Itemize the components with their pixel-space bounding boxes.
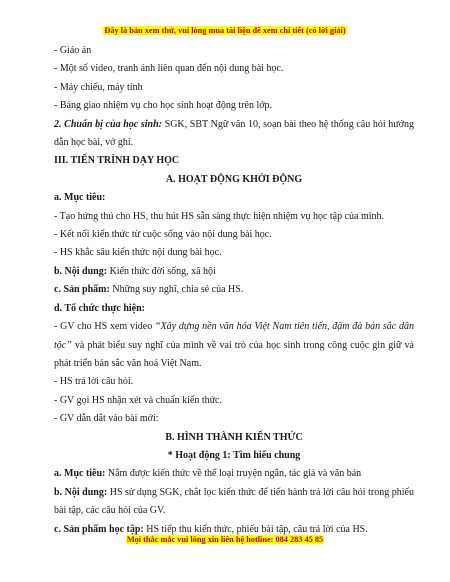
- part-a-org-rest: và phát biểu suy nghĩ của mình về vai trò của học sinh trong công cuộc gìn giữ và phát triển bản sắc văn hoá Việt Nam.: [54, 339, 414, 369]
- part-a-product-text: Những suy nghĩ, chia sẻ của HS.: [109, 284, 244, 296]
- part-b-goal: [54, 465, 414, 483]
- part-a-org-paragraph: [54, 318, 414, 373]
- part-b-content: [54, 484, 414, 521]
- part-a-content-label: b. Nội dung:: [54, 265, 108, 277]
- part-b-goal-text: Nắm được kiến thức về thể loại truyện ngắn, tác giả và văn bản: [105, 468, 362, 480]
- part-b-content-label: b. Nội dung:: [54, 486, 108, 498]
- part-a-org-label: d. Tổ chức thực hiện:: [54, 302, 145, 314]
- part-a-product-label: c. Sản phẩm:: [54, 284, 110, 296]
- part-b-title: B. HÌNH THÀNH KIẾN THỨC: [165, 431, 303, 443]
- part-b-goal-label: a. Mục tiêu:: [54, 468, 106, 480]
- header-banner-text: Đây là bản xem thử, vui lòng mua tài liệu để xem chi tiết (có lời giải): [104, 26, 346, 35]
- part-a-goal-label: a. Mục tiêu:: [54, 192, 106, 204]
- part-a-goal-item: - Kết nối kiến thức từ cuộc sống vào nội dung bài học.: [54, 229, 272, 241]
- document-body: [54, 42, 414, 539]
- teacher-material-item: - Máy chiếu, máy tính: [54, 81, 143, 93]
- part-a-title: A. HOẠT ĐỘNG KHỞI ĐỘNG: [165, 173, 303, 185]
- student-prep-label: 2. Chuẩn bị của học sinh:: [54, 118, 162, 130]
- part-b-product-text: HS tiếp thu kiến thức, phiếu bài tập, câu trả lời của HS.: [143, 523, 368, 535]
- part-a-goal-item: - HS khắc sâu kiến thức nội dung bài học.: [54, 247, 222, 259]
- teacher-material-item: - Giáo án: [54, 45, 92, 56]
- part-a-org-lead: - GV cho HS xem video: [54, 321, 155, 333]
- footer-banner-text: Mọi thắc mắc vui lòng xin liên hệ hotline: 084 283 45 85: [126, 535, 324, 544]
- part-b-product-label: c. Sản phẩm học tập:: [54, 523, 144, 535]
- part-a-product: [54, 281, 414, 299]
- part-a-content: [54, 263, 414, 281]
- header-banner: [0, 26, 450, 35]
- part-a-step: - HS trả lời câu hỏi.: [54, 376, 134, 388]
- student-prep-text: SGK, SBT Ngữ văn 10, soạn bài theo hệ thống câu hỏi hướng dẫn học bài, vở ghi.: [54, 118, 414, 149]
- part-a-step: - GV gọi HS nhận xét và chuẩn kiến thức.: [54, 394, 222, 406]
- section-iii-heading: III. TIẾN TRÌNH DẠY HỌC: [54, 155, 180, 167]
- part-b-activity-heading: * Hoạt động 1: Tìm hiểu chung: [167, 449, 301, 461]
- student-prep: [54, 116, 414, 153]
- part-b-content-text: HS sử dụng SGK, chắt lọc kiến thức để tiến hành trả lời câu hỏi trong phiếu bài tập, các câu hỏi của GV.: [54, 486, 414, 517]
- part-a-goal-item: - Tạo hứng thú cho HS, thu hút HS sẵn sàng thực hiện nhiệm vụ học tập của mình.: [54, 210, 385, 222]
- footer-banner: [0, 535, 450, 544]
- part-a-org-video-title: “Xây dựng nền văn hóa Việt Nam tiên tiến, đậm đà bản sắc dân tộc”: [54, 321, 415, 351]
- part-a-content-text: Kiến thức đời sống, xã hội: [107, 265, 216, 277]
- teacher-material-item: - Bảng giao nhiệm vụ cho học sinh hoạt động trên lớp.: [54, 100, 273, 112]
- teacher-material-item: - Một số video, tranh ảnh liên quan đến nội dung bài học.: [54, 63, 284, 75]
- part-a-step: - GV dẫn dắt vào bài mới:: [54, 413, 159, 425]
